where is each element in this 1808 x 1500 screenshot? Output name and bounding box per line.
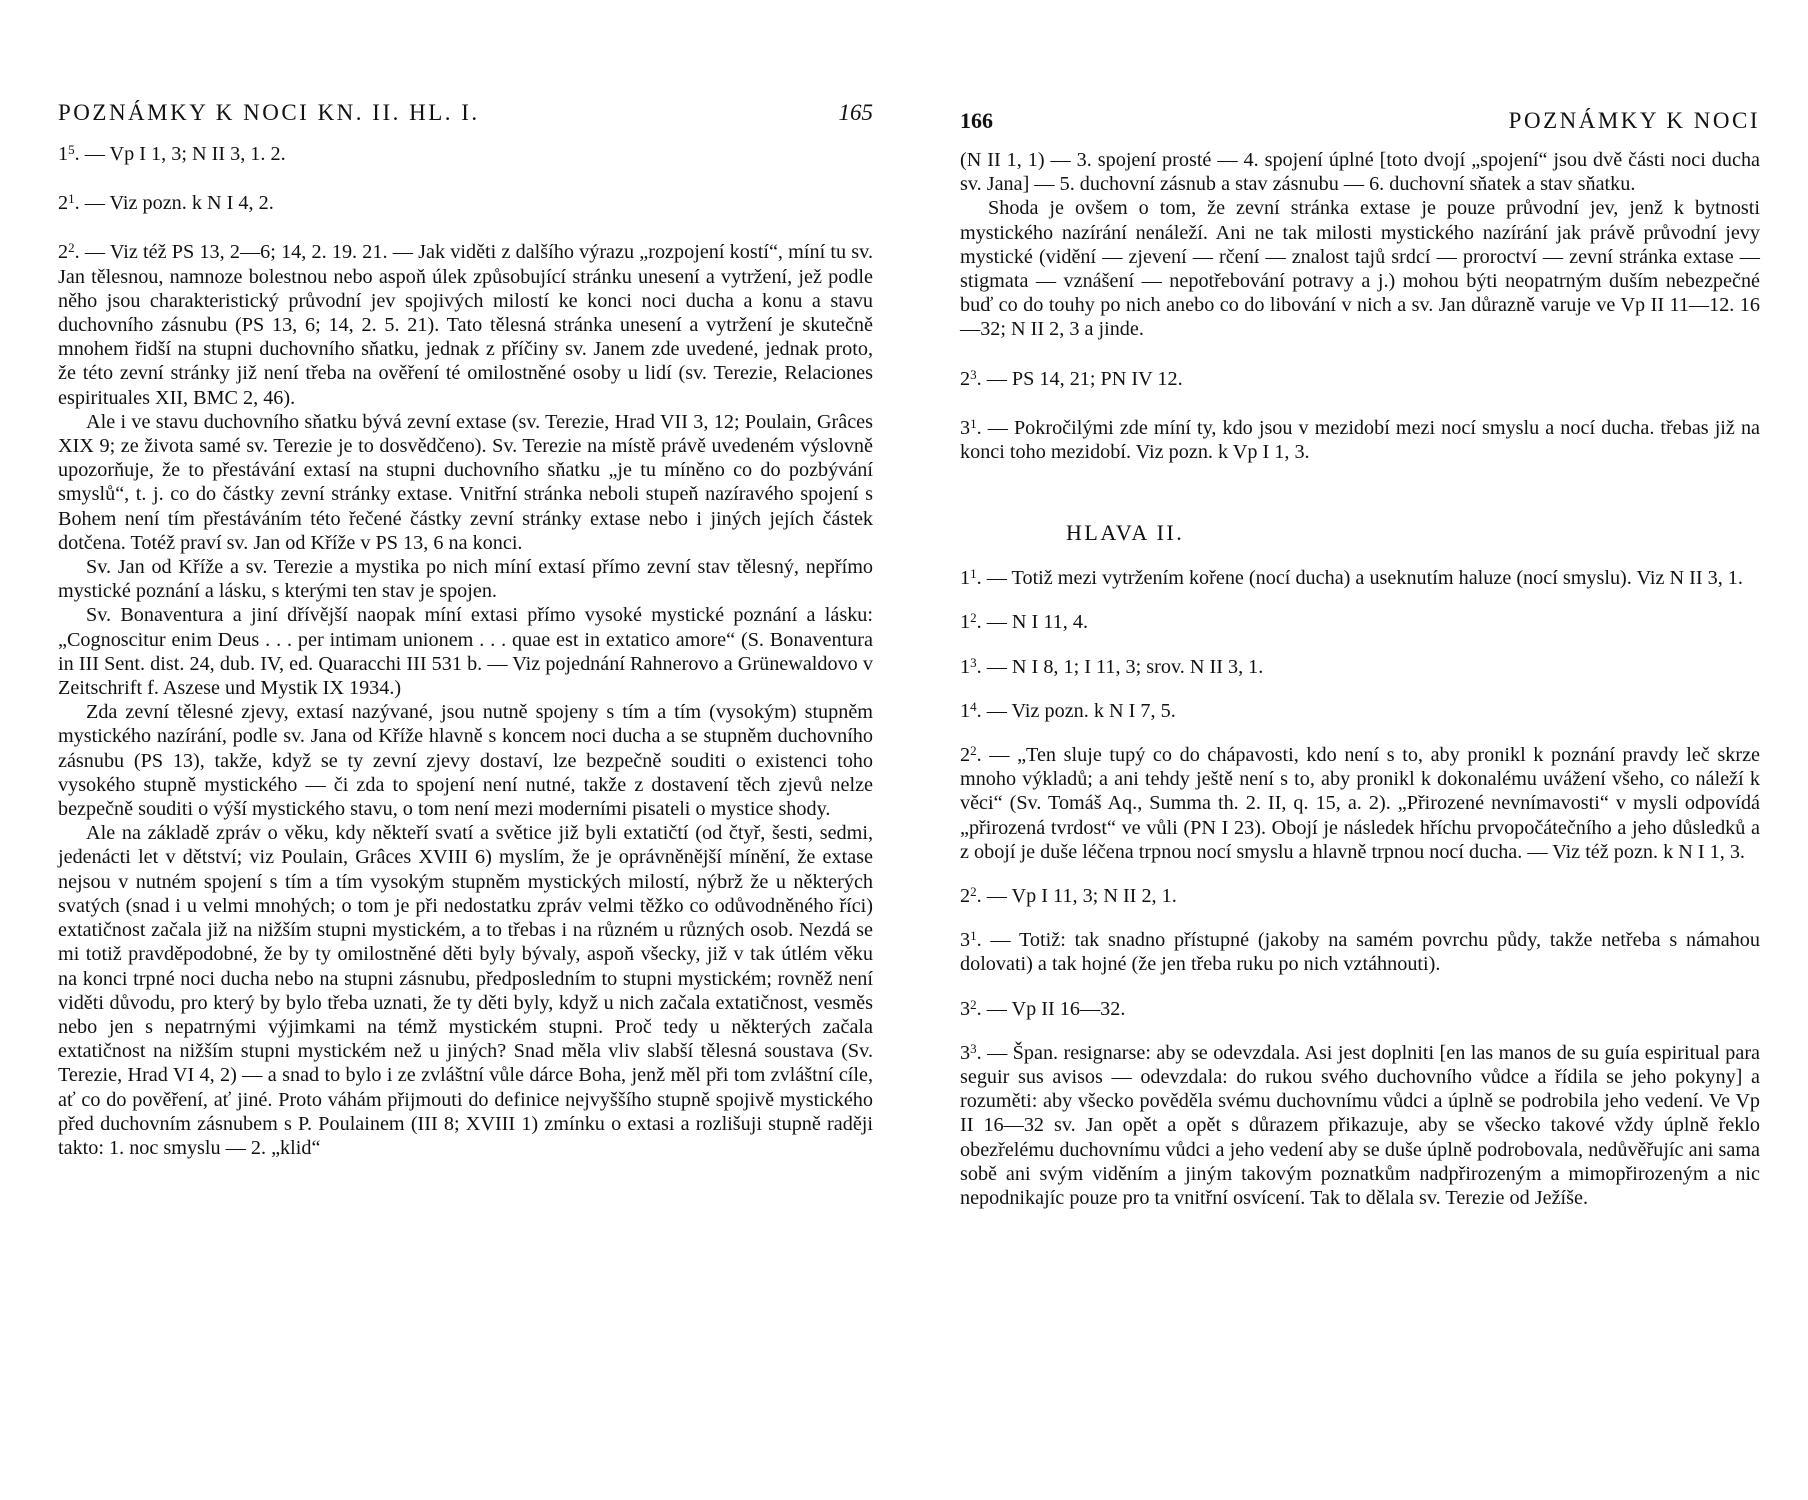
left-page-header [58,100,873,136]
footnote: $1^4$. — Viz pozn. k N I 7, 5. [960,698,1176,722]
footnote: $2^1$. — Viz pozn. k N I 4, 2. [58,191,274,215]
footnote: $3^3$. — Špan. resignarse: aby se odevzdala. Asi jest doplniti [en las manos de su guía espiritual para seguir sus avisos — odevzdala: do rukou svého duchovního vůdce a řídila se jeho pokyny] a rozuměti: aby všecko pověděla svému duchovnímu vůdci a úplně se podrobila jeho vedení. Ve Vp II 16—32 sv. Jan opět a opět s důrazem přikazuje, aby se všecko takové vždy úplně řeklo obezřelému duchovnímu vůdci a jeho vedení aby se duše úplně podrobovala, nedůvěřujíc ani sama sobě ani svým viděním a jiným takovým poznatkům nadpřirozeným a mimopřirozeným a nic nepodnikajíc pouze pro ta vnitřní osvícení. Tak to dělala sv. Terezie od Ježíše. [960,1040,1760,1210]
right-page-header [960,108,1760,144]
footnote: $1^3$. — N I 8, 1; I 11, 3; srov. N II 3, 1. [960,654,1264,678]
footnote: $3^1$. — Totiž: tak snadno přístupné (jakoby na samém povrchu půdy, takže netřeba s námahou dolovati) a tak hojné (že jen třeba ruku po nich vztáhnouti). [960,928,1760,976]
body-paragraph: Zda zevní tělesné zjevy, extasí nazývané, jsou nutně spojeny s tím a tím (vysokým) stupněm mystického nazírání, podle sv. Jana od Kříže hlavně s koncem noci ducha a se stupněm duchovního zásnubu (PS 13), takže, když se ty zevní zjevy dostaví, lze bezpečně souditi o existenci toho vysokého stupně mystického — či zda to spojení není nutné, takže z dostavení těch zjevů nelze bezpečně souditi o výší mystického stavu, o tom není mezi moderními pisateli o mystice shody. [58,701,873,821]
running-title: POZNÁMKY K NOCI KN. II. HL. I. [58,100,480,125]
footnote: $2^3$. — PS 14, 21; PN IV 12. [960,366,1183,390]
footnote: $3^2$. — Vp II 16—32. [960,996,1126,1020]
body-paragraph: Ale na základě zpráv o věku, kdy někteří svatí a světice již byli extatičtí (od čtyř, šesti, sedmi, jedenácti let v dětství; viz Poulain, Grâces XVIII 6) myslím, že je oprávněnější mínění, že extase nejsou v nutném spojení s tím a tím vysokým stupněm mystických milostí, nýbrž že u některých svatých (snad i u velmi mnohých; o tom je při nedostatku zpráv velmi těžko co odůvodněného říci) extatičnost začala již na nižším stupni mystickém, a to třebas i na různém u různých osob. Nezdá se mi totiž pravděpodobné, že by ty omilostněné děti byly bývaly, aspoň všecky, již v tak útlém věku na konci trpné noci ducha nebo na stupni zásnubu, předposledním to stupni mystickém; rovněž není viděti důvodu, pro který by bylo třeba uznati, že ty děti byly, když u nich začala extatičnost, vesměs nebo jen s nepatrnými výjimkami na témž mystickém stupni. Proč tedy u některých začala extatičnost na nižším stupni mystickém než u jiných? Snad měla vliv slabší tělesná soustava (Sv. Terezie, Hrad VI 4, 2) — a snad to bylo i ze zvláštní vůle dárce Boha, jenž měl při tom zvláštní cíle, ať co do pověření, ať jiné. Proto váhám přijmouti do definice nejvyššího stupně spojivě mystického před duchovním zásnubem s P. Poulainem (III 8; XVIII 1) zmínku o extasi a rozlišuji stupně raději takto: 1. noc smyslu — 2. „klid“ [58,822,873,1159]
body-paragraph: Shoda je ovšem o tom, že zevní stránka extase je pouze průvodní jev, jenž k bytnosti mystického nazírání nenáleží. Ani ne tak milosti mystického nazírání jak právě průvodní jevy mystické (vidění — zjevení — rčení — znalost tajů srdcí — proroctví — zevní stránka extase — stigmata — vznášení — nepotřebování potravy a j.) mohou býti neopatrným duším nebezpečné buď co do touhy po nich anebo co do libování v nich a sv. Jan důrazně varuje ve Vp II 11—12. 16—32; N II 2, 3 a jinde. [960,197,1760,341]
body-paragraph: Sv. Bonaventura a jiní dřívější naopak míní extasi přímo vysoké mystické poznání a lásku: „Cognoscitur enim Deus . . . per intimam unionem . . . quae est in extatico amore“ (S. Bonaventura in III Sent. dist. 24, dub. IV, ed. Quaracchi III 531 b. — Viz pojednání Rahnerovo a Grünewaldovo v Zeitschrift f. Aszese und Mystik IX 1934.) [58,604,873,700]
footnote: $1^1$. — Totiž mezi vytržením kořene (nocí ducha) a useknutím haluze (nocí smyslu). Viz N II 3, 1. [960,566,1743,590]
right-page [960,0,1760,1500]
page-number: 165 [838,100,873,125]
left-page-body [58,142,873,1160]
left-page [58,0,873,1500]
footnote: $2^2$. — Vp I 11, 3; N II 2, 1. [960,884,1177,908]
footnote: $1^5$. — Vp I 1, 3; N II 3, 1. 2. [58,142,286,165]
footnote: $1^2$. — N I 11, 4. [960,610,1088,634]
footnote: $2^2$. — „Ten sluje tupý co do chápavosti, kdo není s to, aby pronikl k poznání pravdy leč skrze mnoho výkladů; a ani tehdy ještě není s to, aby pronikl k dokonalému uvážení všeho, co náleží k věci“ (Sv. Tomáš Aq., Summa th. 2. II, q. 15, a. 2). „Přirozené nevnímavosti“ v mysli odpovídá „přirozená tvrdost“ ve vůli (PN I 23). Obojí je následek hříchu prvopočátečního a jeho důsledků a z obojí je duše léčena trpnou nocí smyslu a hlavně trpnou nocí ducha. — Viz též pozn. k N I 1, 3. [960,743,1760,863]
footnote: $2^2$. — Viz též PS 13, 2—6; 14, 2. 19. 21. — Jak viděti z dalšího výrazu „rozpojení kostí“, míní tu sv. Jan tělesnou, namnoze bolestnou nebo aspoň úlek způsobující stránku unesení a vytržení, jež podle něho jsou charakteristický průvodní jev spojivých milostí ke konci noci ducha a konu a stavu duchovního zásnubu (PS 13, 6; 14, 2. 5. 21). Tato tělesná stránka unesení a vytržení je skutečně mnohem řidší na stupni duchovního sňatku, jednak z příčiny sv. Janem zde uvedené, jednak proto, že této zevní stránky již není třeba na ověření té omilostněné osoby u lidí (sv. Terezie, Relaciones espirituales XII, BMC 2, 46). [58,240,873,409]
continued-text: (N II 1, 1) — 3. spojení prosté — 4. spojení úplné [toto dvojí „spojení“ jsou dvě části noci ducha sv. Jana] — 5. duchovní zásnub a stav zásnubu — 6. duchovní sňatek a stav sňatku. [960,149,1760,196]
footnote: $3^1$. — Pokročilými zde míní ty, kdo jsou v mezidobí mezi nocí smyslu a nocí ducha. třebas již na konci toho mezidobí. Viz pozn. k Vp I 1, 3. [960,415,1760,464]
body-paragraph: Sv. Jan od Kříže a sv. Terezie a mystika po nich míní extasí přímo zevní stav tělesný, nepřímo mystické poznání a lásku, s kterými ten stav je spojen. [58,556,873,603]
body-paragraph: Ale i ve stavu duchovního sňatku bývá zevní extase (sv. Terezie, Hrad VII 3, 12; Poulain, Grâces XIX 9; ze života samé sv. Terezie je to dosvědčeno). Sv. Terezie na místě právě uvedeném výslovně upozorňuje, že to přestávání extasí na stupni duchovního sňatku „je tu míněno co do pozbývání smyslů“, t. j. co do částky zevní stránky extase. Vnitřní stránka neboli stupeň nazíravého spojení s Bohem není tím přestáváním této řečené částky zevní stránky extase nebo i jiných jejích částek dotčena. Totéž praví sv. Jan od Kříže v PS 13, 6 na konci. [58,410,873,554]
chapter-heading: HLAVA II. [1066,520,1185,546]
running-title: POZNÁMKY K NOCI [1508,108,1760,133]
page-number: 166 [960,108,993,133]
right-page-body [960,148,1760,1210]
